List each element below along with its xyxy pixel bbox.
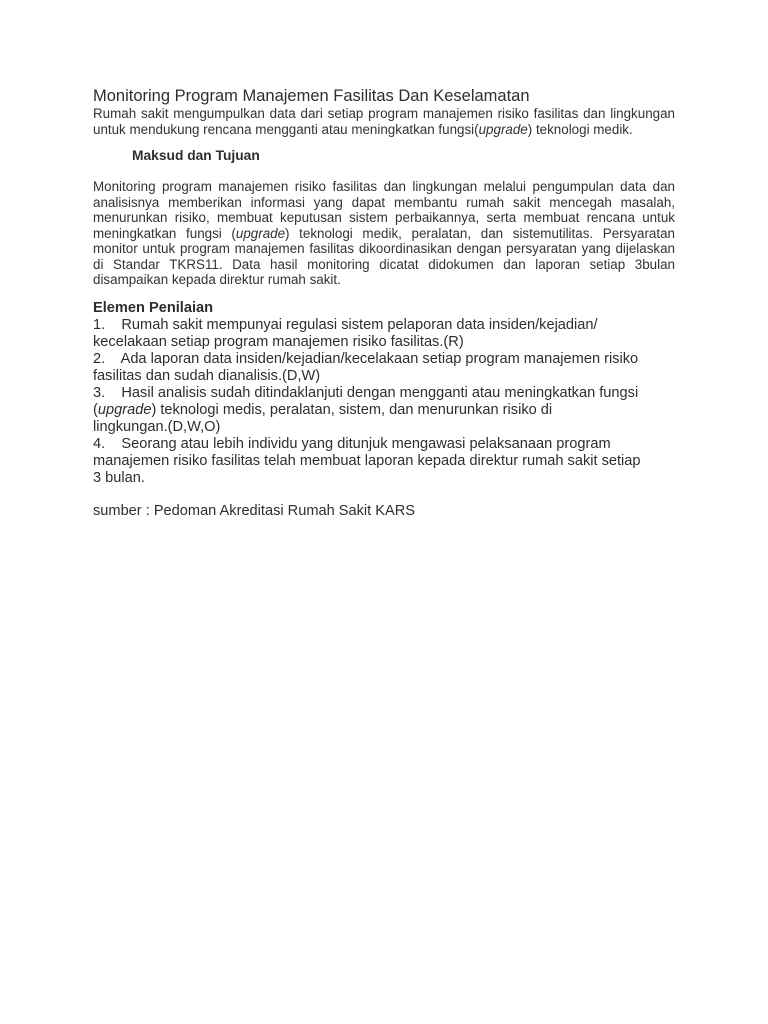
criteria-item-3-rest: ) teknologi medis, peralatan, sistem, dan menurunkan risiko di	[151, 401, 553, 418]
criteria-item-3-line-2	[93, 402, 675, 419]
purpose-heading: Maksud dan Tujuan	[132, 148, 260, 163]
criteria-item-4-line-2: manajemen risiko fasilitas telah membuat laporan kepada direktur rumah sakit setiap	[93, 452, 641, 469]
criteria-item-2-line-2: fasilitas dan sudah dianalisis.(D,W)	[93, 367, 321, 384]
document-title: Monitoring Program Manajemen Fasilitas Dan Keselamatan	[93, 87, 530, 105]
intro-text-end: ) teknologi medik.	[527, 122, 633, 137]
criteria-item-4-line-1: 4. Seorang atau lebih individu yang ditunjuk mengawasi pelaksanaan program	[93, 435, 611, 452]
criteria-item-1-line-2: kecelakaan setiap program manajemen risiko fasilitas.(R)	[93, 333, 464, 350]
criteria-item-3-line-3: lingkungan.(D,W,O)	[93, 418, 221, 435]
intro-text-start: Rumah sakit mengumpulkan data dari setiap program manajemen risiko fasilitas dan lingkungan untuk mendukung rencana mengganti atau meningkatkan fungsi(	[93, 106, 675, 137]
intro-emphasis: upgrade	[478, 122, 528, 137]
source-citation: sumber : Pedoman Akreditasi Rumah Sakit KARS	[93, 502, 416, 519]
purpose-text-start: Monitoring program manajemen risiko fasilitas dan lingkungan melalui pengumpulan data dan analisisnya memberikan informasi yang dapat membantu rumah sakit mencegah masalah, menurunkan risiko, membuat keputusan sistem perbaikannya, serta membuat rencana untuk meningkatkan fungsi (	[93, 179, 675, 241]
criteria-item-2-line-1: 2. Ada laporan data insiden/kejadian/kecelakaan setiap program manajemen risiko	[93, 350, 639, 367]
document-page	[93, 86, 675, 520]
intro-paragraph	[93, 106, 675, 138]
criteria-item-1-line-1: 1. Rumah sakit mempunyai regulasi sistem pelaporan data insiden/kejadian/	[93, 316, 598, 333]
criteria-item-3-open-paren: (	[93, 401, 98, 418]
purpose-text-end: ) teknologi medik, peralatan, dan sistemutilitas. Persyaratan monitor untuk program manajemen fasilitas dikoordinasikan dengan persyaratan yang dijelaskan di Standar TKRS11. Data hasil monitoring dicatat didokumen dan laporan setiap 3bulan disampaikan kepada direktur rumah sakit.	[93, 225, 675, 287]
criteria-item-4-line-3: 3 bulan.	[93, 469, 145, 486]
criteria-list	[93, 317, 675, 487]
purpose-emphasis: upgrade	[235, 225, 286, 241]
criteria-heading: Elemen Penilaian	[93, 299, 214, 316]
criteria-item-3-line-1: 3. Hasil analisis sudah ditindaklanjuti dengan mengganti atau meningkatkan fungsi	[93, 384, 639, 401]
criteria-item-3-emphasis: upgrade	[97, 401, 152, 418]
purpose-paragraph	[93, 179, 675, 288]
